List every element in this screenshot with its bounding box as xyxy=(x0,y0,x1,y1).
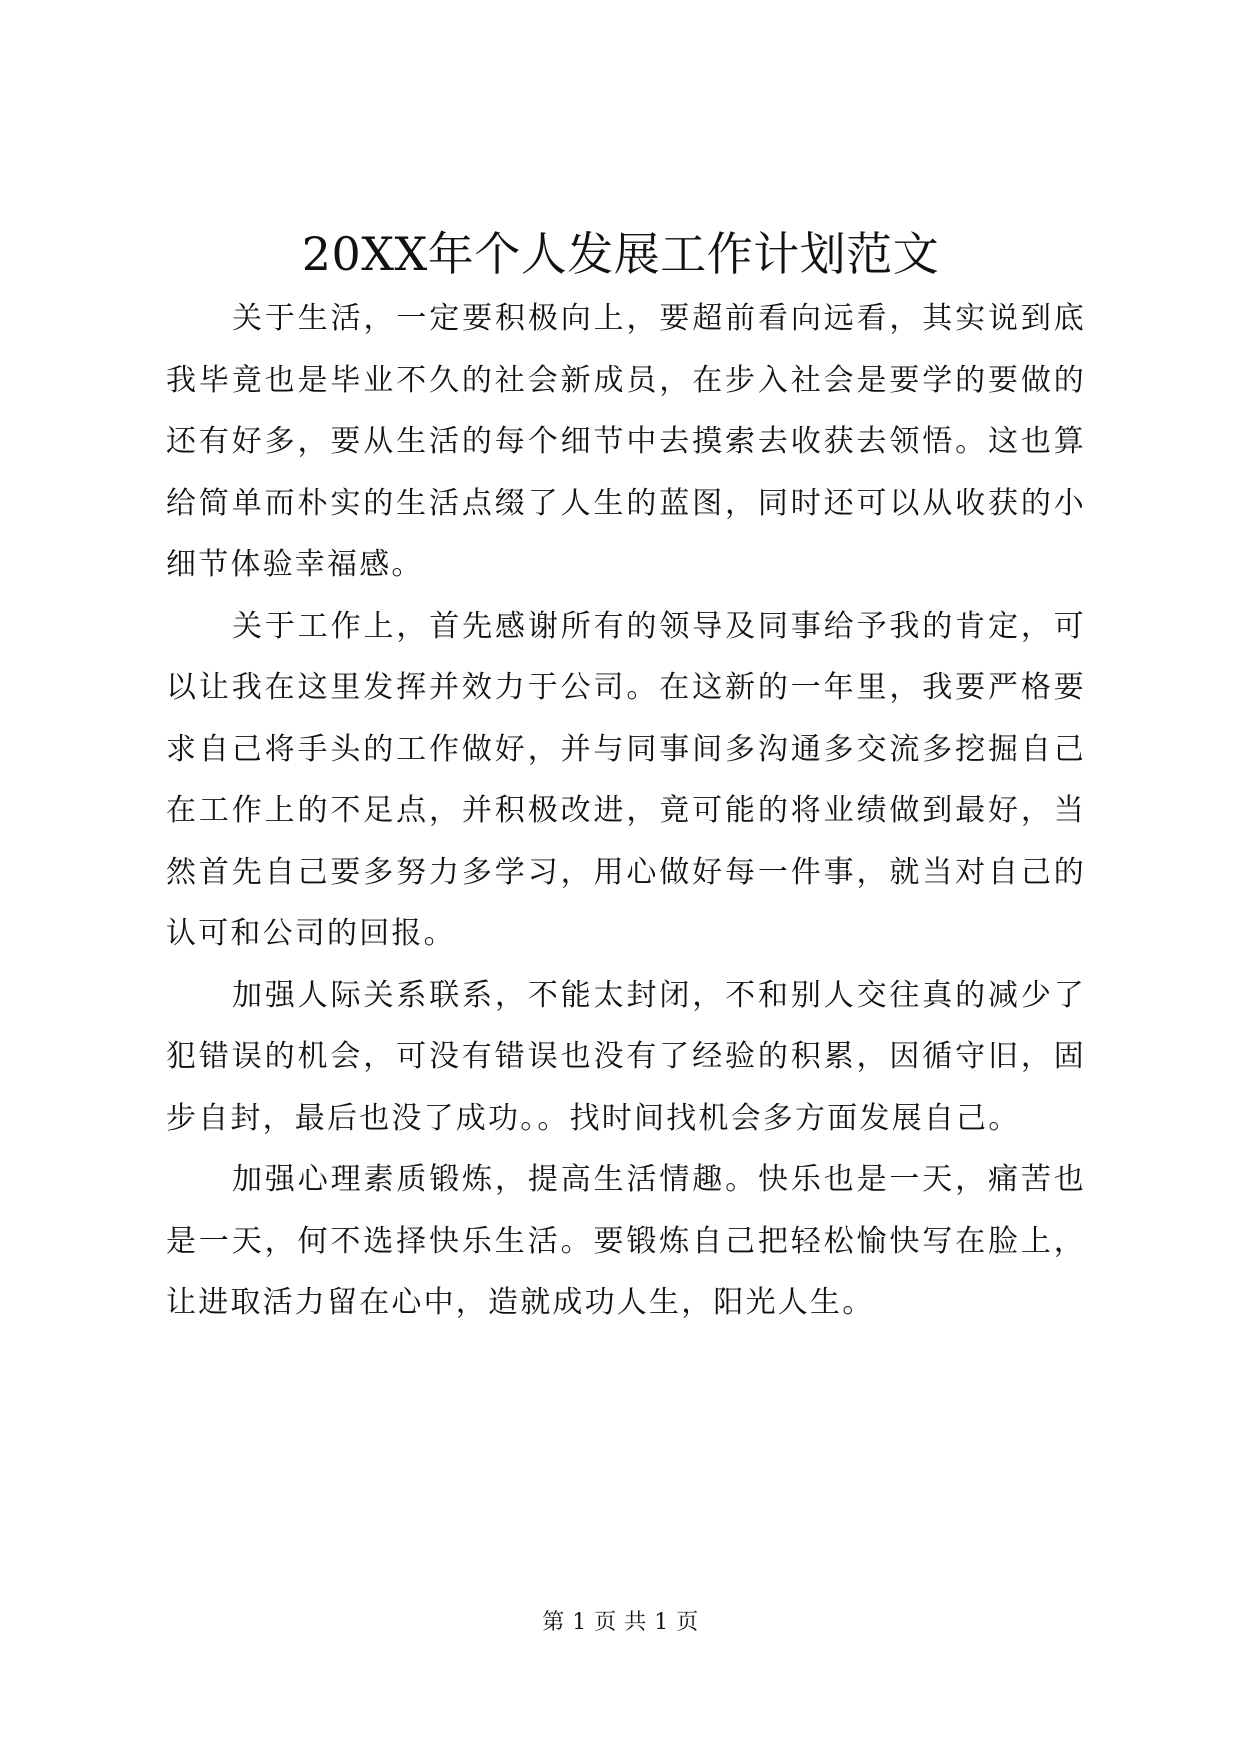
document-body xyxy=(166,288,1086,1334)
paragraph-work: 关于工作上，首先感谢所有的领导及同事给予我的肯定，可以让我在这里发挥并效力于公司。在这新的一年里，我要严格要求自己将手头的工作做好，并与同事间多沟通多交流多挖掘自己在工作上的不足点，并积极改进，竟可能的将业绩做到最好，当然首先自己要多努力多学习，用心做好每一件事，就当对自己的认可和公司的回报。 xyxy=(166,608,1086,951)
paragraph-relationships: 加强人际关系联系，不能太封闭，不和别人交往真的减少了犯错误的机会，可没有错误也没有了经验的积累，因循守旧，固步自封，最后也没了成功。。找时间找机会多方面发展自己。 xyxy=(166,977,1086,1136)
paragraph-mindset: 加强心理素质锻炼，提高生活情趣。快乐也是一天，痛苦也是一天，何不选择快乐生活。要锻炼自己把轻松愉快写在脸上，让进取活力留在心中，造就成功人生，阳光人生。 xyxy=(166,1162,1086,1320)
document-title: 20XX年个人发展工作计划范文 xyxy=(301,227,940,281)
page-footer: 第 1 页 共 1 页 xyxy=(542,1610,699,1635)
paragraph-life: 关于生活，一定要积极向上，要超前看向远看，其实说到底我毕竟也是毕业不久的社会新成员，在步入社会是要学的要做的还有好多，要从生活的每个细节中去摸索去收获去领悟。这也算给简单而朴实的生活点缀了人生的蓝图，同时还可以从收获的小细节体验幸福感。 xyxy=(166,301,1086,582)
